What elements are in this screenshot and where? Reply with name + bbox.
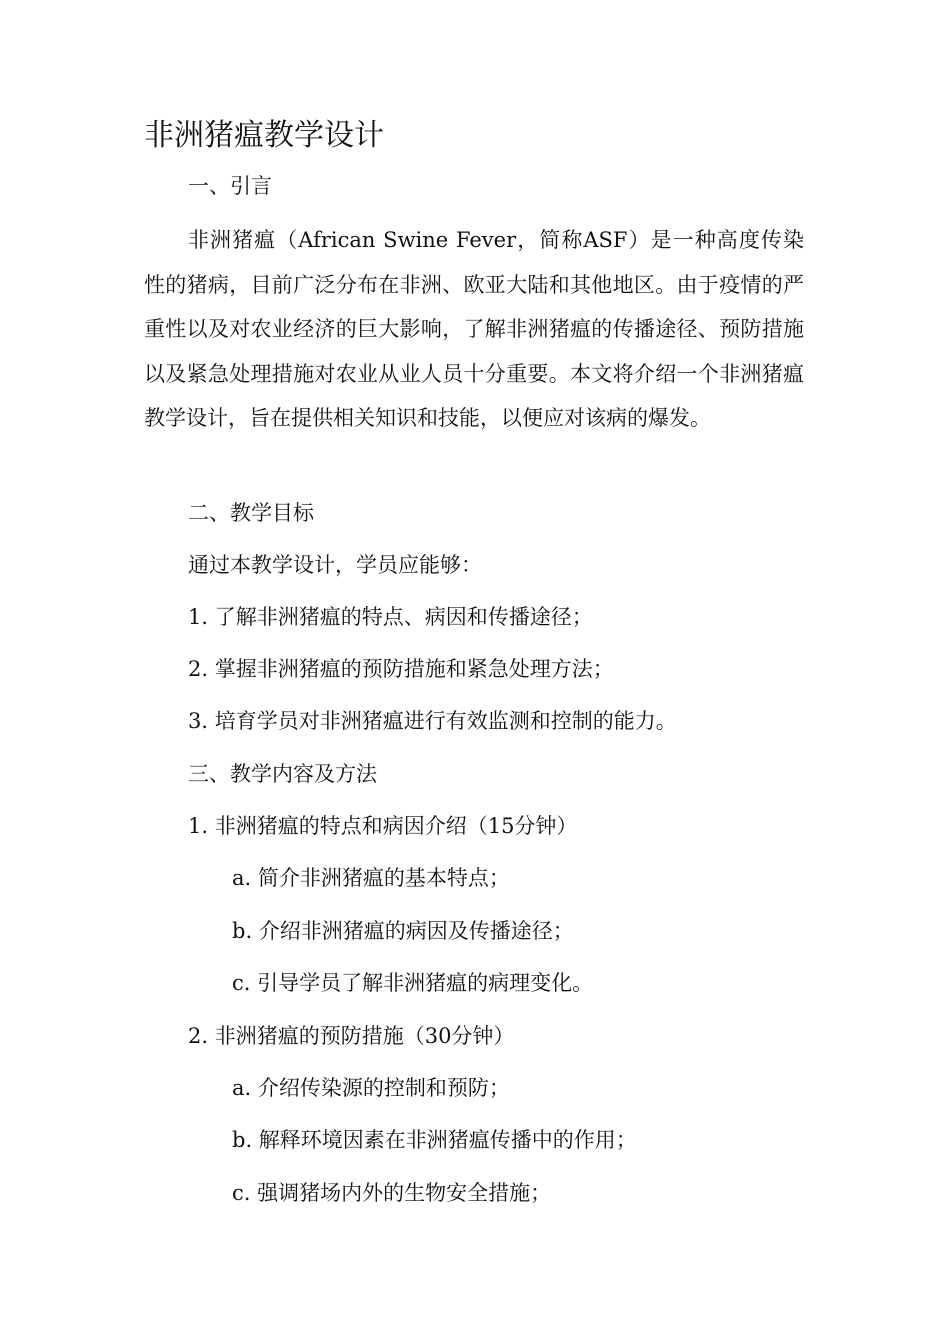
content-subitem: c. 强调猪场内外的生物安全措施；	[232, 1181, 552, 1205]
objective-item: 1. 了解非洲猪瘟的特点、病因和传播途径；	[188, 605, 593, 629]
objective-item: 3. 培育学员对非洲猪瘟进行有效监测和控制的能力。	[188, 709, 677, 733]
content-subitem: a. 简介非洲猪瘟的基本特点；	[232, 866, 510, 890]
section-heading-content: 三、教学内容及方法	[188, 762, 377, 786]
content-item: 1. 非洲猪瘟的特点和病因介绍（15分钟）	[188, 814, 578, 838]
objective-item: 2. 掌握非洲猪瘟的预防措施和紧急处理方法；	[188, 657, 614, 681]
content-subitem: b. 介绍非洲猪瘟的病因及传播途径；	[232, 919, 574, 943]
intro-paragraph: 非洲猪瘟（African Swine Fever，简称ASF）是一种高度传染性的猪病，目前广泛分布在非洲、欧亚大陆和其他地区。由于疫情的严重性以及对农业经济的巨大影响，了解非洲猪瘟的传播途径、预防措施以及紧急处理措施对农业从业人员十分重要。本文将介绍一个非洲猪瘟教学设计，旨在提供相关知识和技能，以便应对该病的爆发。	[144, 228, 804, 431]
section-heading-intro: 一、引言	[188, 174, 272, 198]
document-title: 非洲猪瘟教学设计	[144, 118, 384, 153]
content-item: 2. 非洲猪瘟的预防措施（30分钟）	[188, 1024, 515, 1048]
content-subitem: b. 解释环境因素在非洲猪瘟传播中的作用；	[232, 1128, 637, 1152]
content-subitem: c. 引导学员了解非洲猪瘟的病理变化。	[232, 971, 594, 995]
objectives-intro: 通过本教学设计，学员应能够：	[188, 553, 482, 577]
section-heading-objectives: 二、教学目标	[188, 501, 314, 525]
content-subitem: a. 介绍传染源的控制和预防；	[232, 1076, 510, 1100]
